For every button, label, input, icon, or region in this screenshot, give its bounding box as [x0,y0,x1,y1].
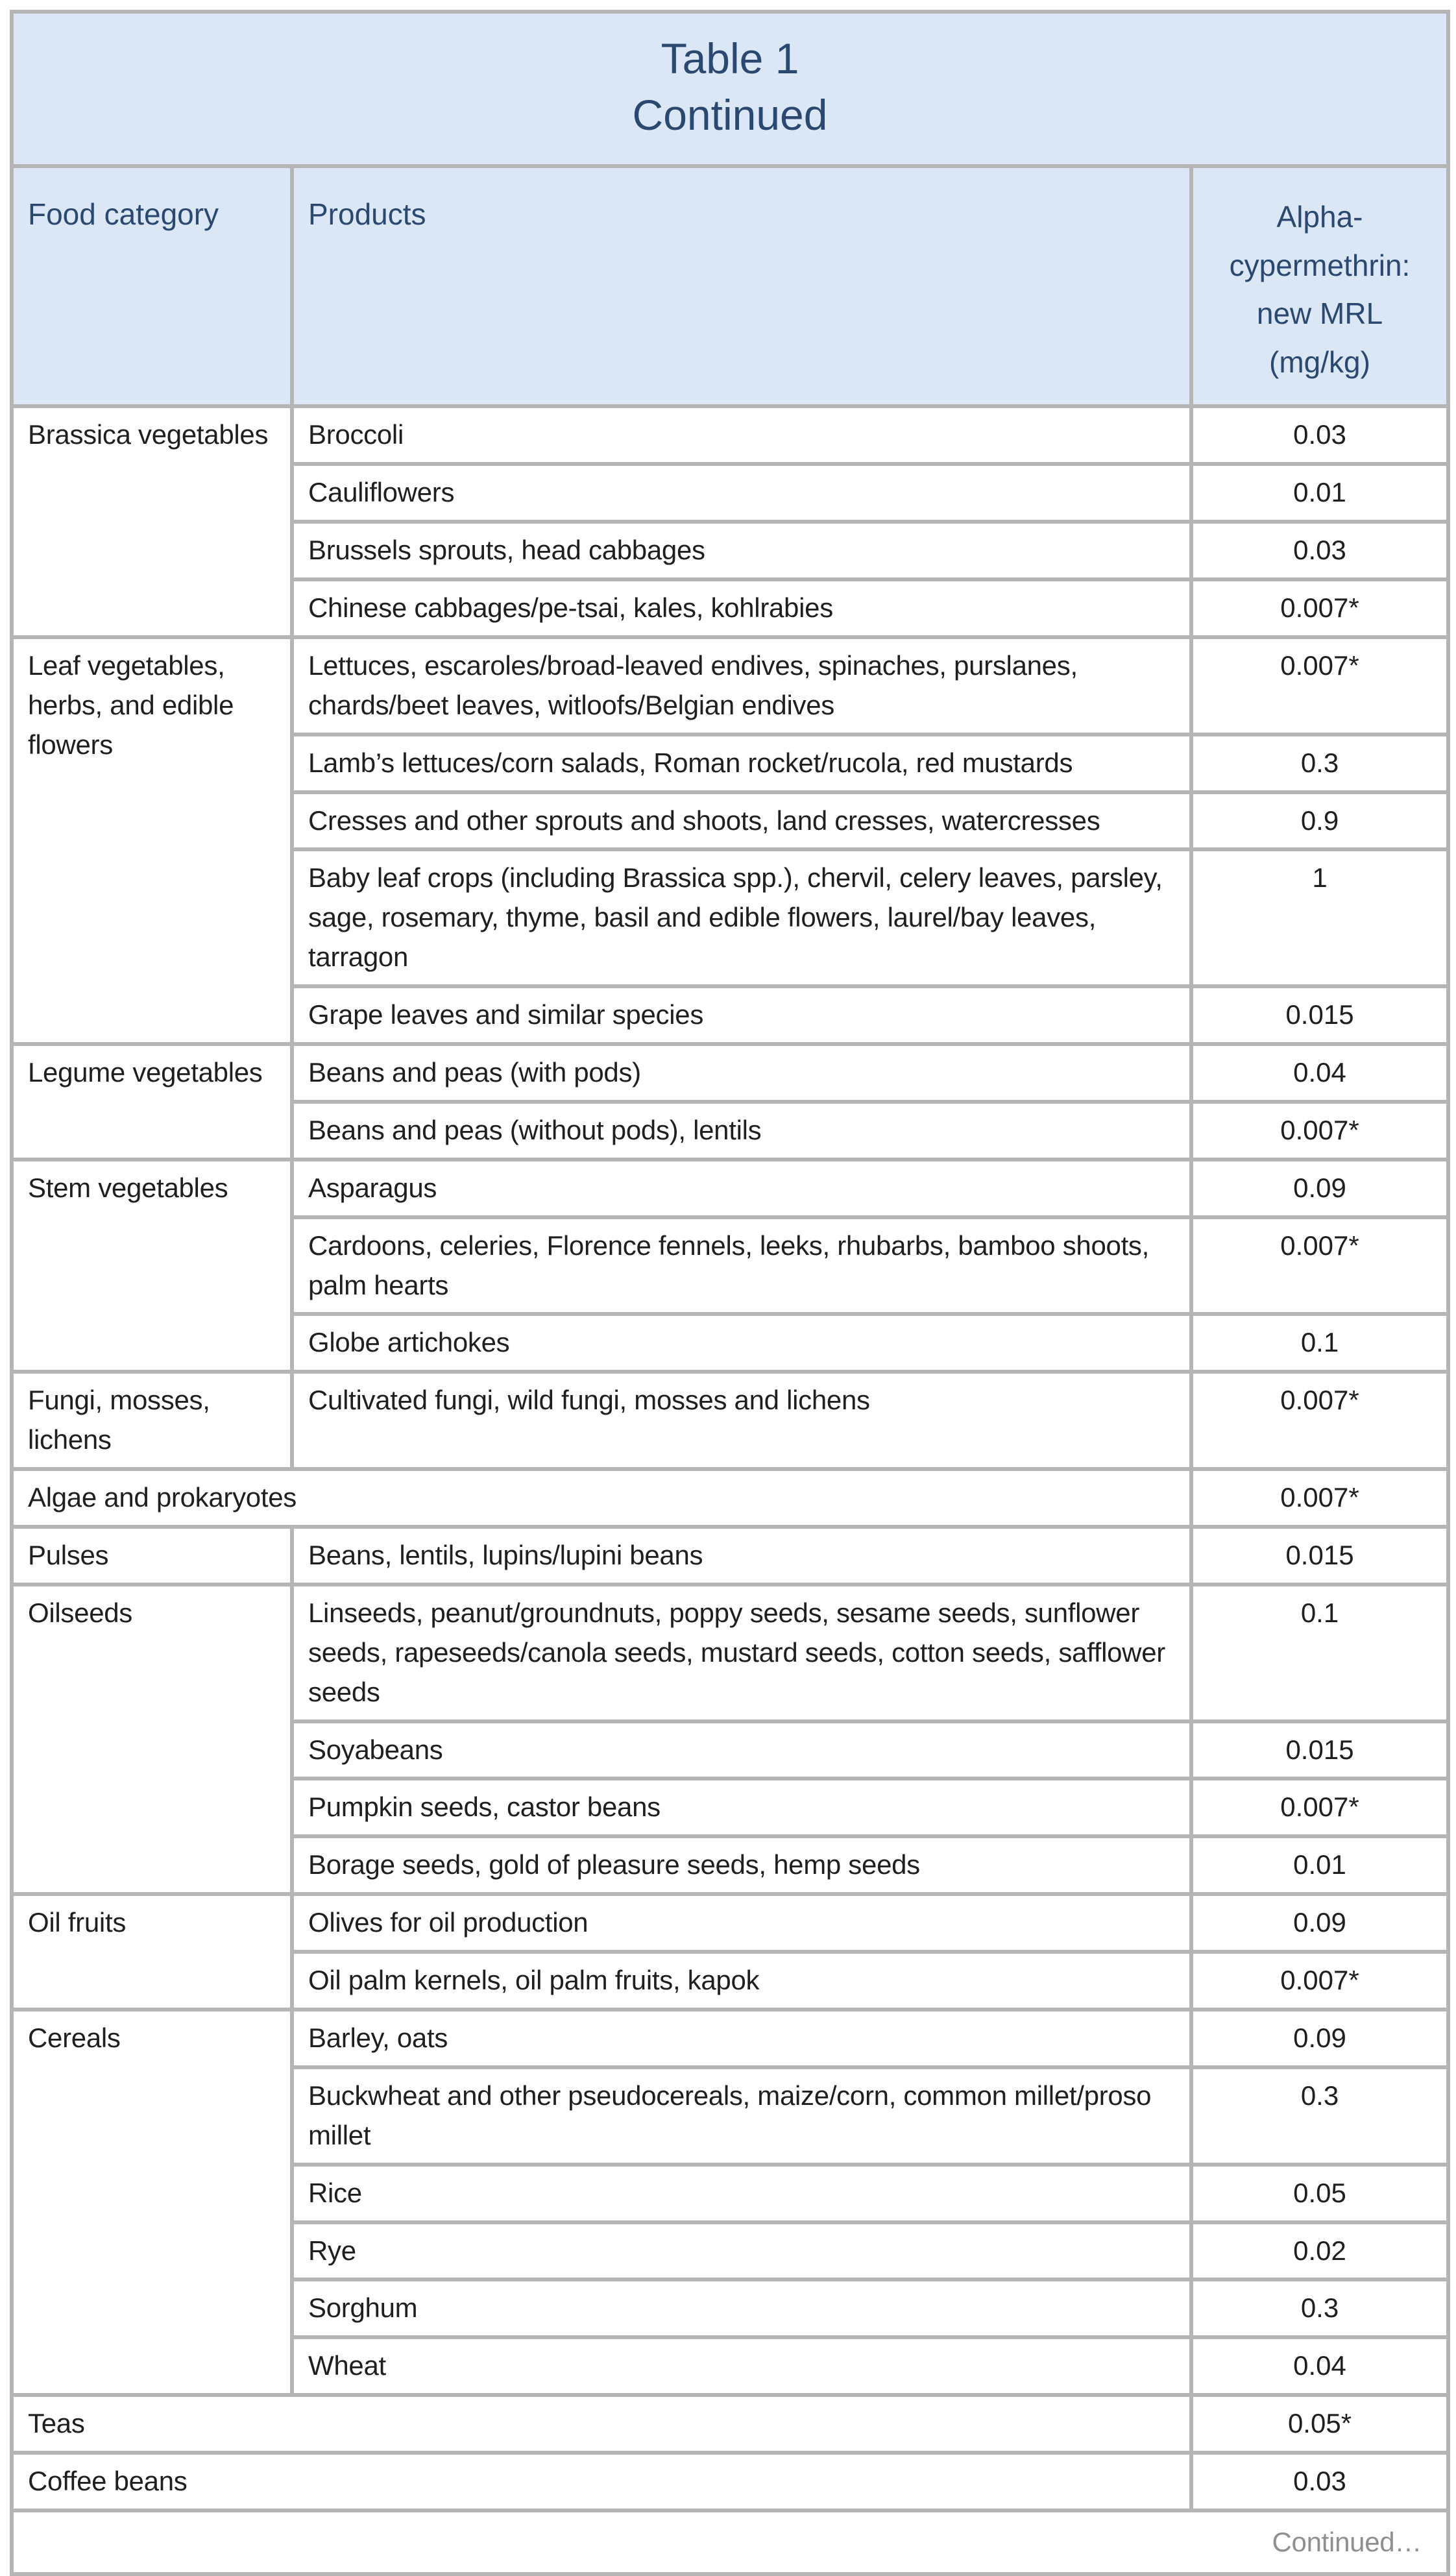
column-header-row [12,166,1448,406]
product-cell: Baby leaf crops (including Brassica spp.), chervil, celery leaves, parsley, sage, rosemary, thyme, basil and edible flowers, laurel/bay leaves, tarragon [292,849,1191,986]
product-cell: Beans and peas (with pods) [292,1044,1191,1102]
table-row [12,1044,1448,1102]
mrl-value-cell: 0.007* [1191,1469,1448,1527]
col-header-products: Products [292,166,1191,406]
category-cell: Pulses [12,1527,292,1585]
product-cell: Linseeds, peanut/groundnuts, poppy seeds, sesame seeds, sunflower seeds, rapeseeds/canola seeds, mustard seeds, cotton seeds, safflower seeds [292,1585,1191,1721]
title-row [12,12,1448,166]
mrl-value-cell: 0.1 [1191,1585,1448,1721]
mrl-value-cell: 0.015 [1191,986,1448,1044]
mrl-value-cell: 0.007* [1191,1217,1448,1315]
product-cell: Soyabeans [292,1721,1191,1779]
product-cell: Barley, oats [292,2010,1191,2067]
product-cell: Olives for oil production [292,1894,1191,1952]
mrl-value-cell: 0.01 [1191,464,1448,522]
table-row [12,1469,1448,1527]
mrl-value-cell: 0.09 [1191,1160,1448,1217]
mrl-value-cell: 0.1 [1191,1314,1448,1372]
product-cell: Broccoli [292,406,1191,464]
product-cell: Cardoons, celeries, Florence fennels, leeks, rhubarbs, bamboo shoots, palm hearts [292,1217,1191,1315]
table-row [12,2395,1448,2453]
continued-note: Continued… [12,2510,1448,2574]
table-row [12,1585,1448,1721]
table-row [12,2010,1448,2067]
col-header-mrl-line3: new MRL [1256,297,1383,331]
col-header-mrl-line2: cypermethrin: [1229,248,1411,282]
table-title-line2: Continued [632,91,828,140]
category-cell: Legume vegetables [12,1044,292,1160]
mrl-table [10,10,1450,2576]
table-row [12,406,1448,464]
mrl-value-cell: 0.015 [1191,1721,1448,1779]
mrl-value-cell: 0.05* [1191,2395,1448,2453]
product-cell: Borage seeds, gold of pleasure seeds, hemp seeds [292,1836,1191,1894]
product-cell: Brussels sprouts, head cabbages [292,522,1191,579]
mrl-value-cell: 0.02 [1191,2222,1448,2280]
mrl-value-cell: 0.007* [1191,1372,1448,1469]
mrl-value-cell: 0.09 [1191,2010,1448,2067]
product-cell: Chinese cabbages/pe-tsai, kales, kohlrabies [292,579,1191,637]
mrl-value-cell: 0.05 [1191,2165,1448,2222]
category-cell: Cereals [12,2010,292,2395]
col-header-mrl-line4: (mg/kg) [1269,345,1370,379]
product-cell: Rice [292,2165,1191,2222]
category-cell: Leaf vegetables, herbs, and edible flowers [12,637,292,1044]
product-cell: Lamb’s lettuces/corn salads, Roman rocket/rucola, red mustards [292,735,1191,792]
mrl-value-cell: 0.03 [1191,522,1448,579]
table-row [12,1160,1448,1217]
mrl-value-cell: 1 [1191,849,1448,986]
table-title-line1: Table 1 [661,34,799,82]
product-cell: Cresses and other sprouts and shoots, land cresses, watercresses [292,792,1191,850]
category-cell: Oil fruits [12,1894,292,2010]
category-cell: Brassica vegetables [12,406,292,637]
mrl-value-cell: 0.01 [1191,1836,1448,1894]
category-span-cell: Coffee beans [12,2453,1191,2510]
category-cell: Fungi, mosses, lichens [12,1372,292,1469]
mrl-value-cell: 0.015 [1191,1527,1448,1585]
category-cell: Stem vegetables [12,1160,292,1372]
product-cell: Globe artichokes [292,1314,1191,1372]
product-cell: Buckwheat and other pseudocereals, maize/corn, common millet/proso millet [292,2067,1191,2165]
product-cell: Oil palm kernels, oil palm fruits, kapok [292,1952,1191,2010]
mrl-value-cell: 0.3 [1191,2279,1448,2337]
table-row [12,1527,1448,1585]
product-cell: Asparagus [292,1160,1191,1217]
mrl-value-cell: 0.3 [1191,2067,1448,2165]
mrl-value-cell: 0.007* [1191,1102,1448,1160]
product-cell: Lettuces, escaroles/broad-leaved endives, spinaches, purslanes, chards/beet leaves, witloofs/Belgian endives [292,637,1191,735]
mrl-value-cell: 0.9 [1191,792,1448,850]
mrl-value-cell: 0.3 [1191,735,1448,792]
mrl-value-cell: 0.007* [1191,579,1448,637]
mrl-value-cell: 0.007* [1191,1779,1448,1836]
product-cell: Cauliflowers [292,464,1191,522]
mrl-value-cell: 0.007* [1191,637,1448,735]
mrl-value-cell: 0.03 [1191,2453,1448,2510]
product-cell: Cultivated fungi, wild fungi, mosses and lichens [292,1372,1191,1469]
col-header-mrl [1191,166,1448,406]
category-cell: Oilseeds [12,1585,292,1894]
table-row [12,637,1448,735]
mrl-value-cell: 0.03 [1191,406,1448,464]
table-row [12,1372,1448,1469]
product-cell: Beans, lentils, lupins/lupini beans [292,1527,1191,1585]
table-row [12,2453,1448,2510]
col-header-food-category: Food category [12,166,292,406]
product-cell: Pumpkin seeds, castor beans [292,1779,1191,1836]
table-row [12,1894,1448,1952]
product-cell: Beans and peas (without pods), lentils [292,1102,1191,1160]
product-cell: Wheat [292,2337,1191,2395]
footer-row [12,2510,1448,2574]
mrl-value-cell: 0.04 [1191,1044,1448,1102]
table-title [12,12,1448,166]
product-cell: Sorghum [292,2279,1191,2337]
mrl-value-cell: 0.007* [1191,1952,1448,2010]
mrl-value-cell: 0.04 [1191,2337,1448,2395]
product-cell: Grape leaves and similar species [292,986,1191,1044]
category-span-cell: Teas [12,2395,1191,2453]
col-header-mrl-line1: Alpha- [1276,200,1363,234]
mrl-value-cell: 0.09 [1191,1894,1448,1952]
category-span-cell: Algae and prokaryotes [12,1469,1191,1527]
product-cell: Rye [292,2222,1191,2280]
